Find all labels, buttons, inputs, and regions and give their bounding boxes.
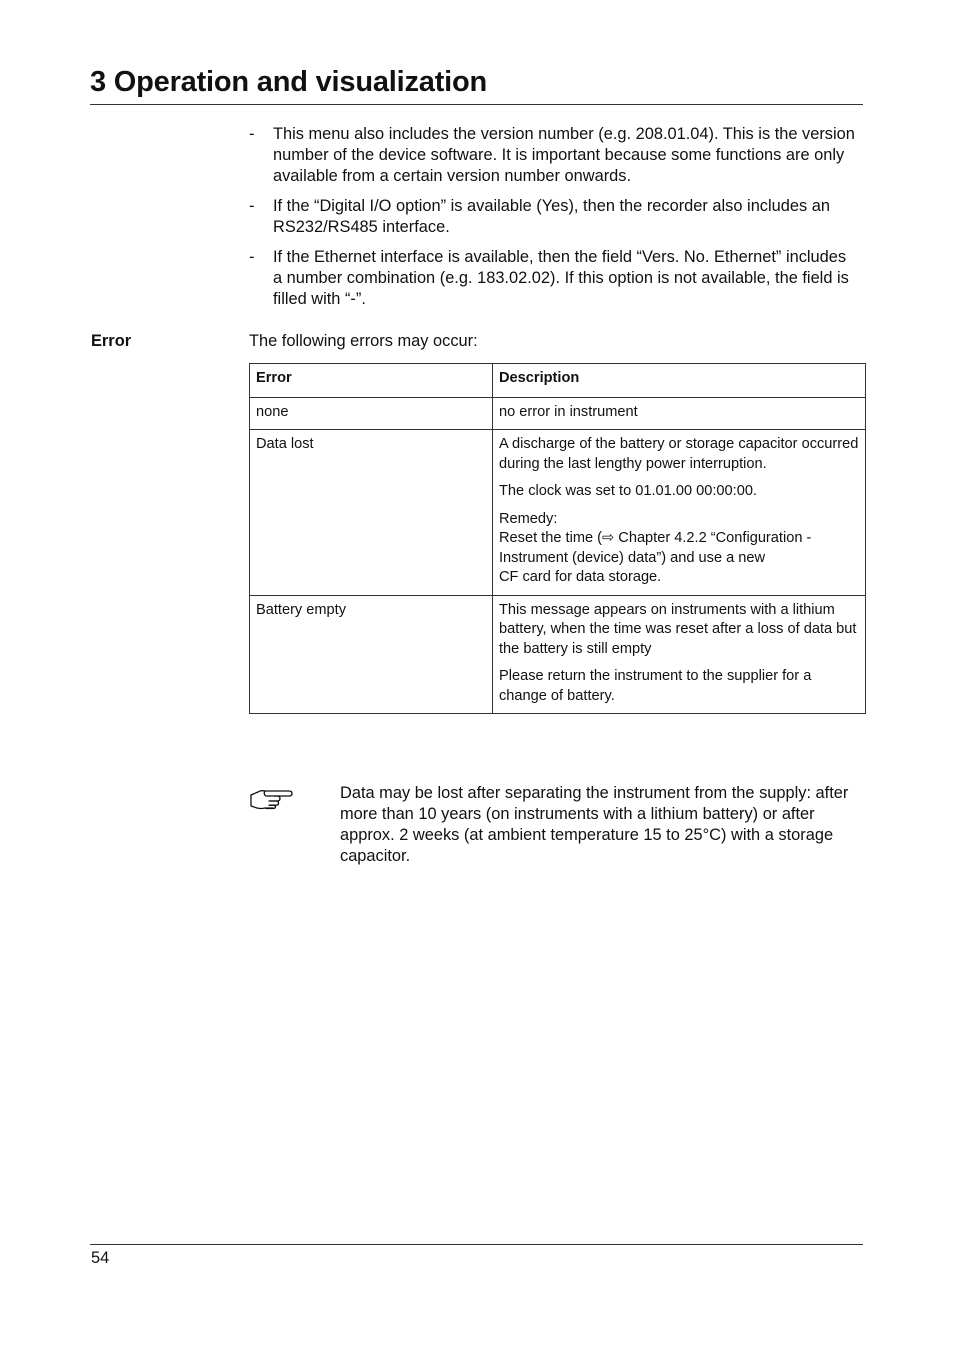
bullet-marker: -	[249, 248, 255, 266]
list-item	[249, 124, 859, 187]
description-paragraph: Remedy: Reset the time (⇨ Chapter 4.2.2 “Configuration - Instrument (device) data”) and use a new CF card for data storage.	[499, 510, 812, 585]
note-text: Data may be lost after separating the instrument from the supply: after more than 10 years (on instruments with a lithium battery) or after approx. 2 weeks (at ambient temperature 15 to 25°C) with a storage capacitor.	[340, 784, 849, 865]
list-item-text: If the “Digital I/O option” is available (Yes), then the recorder also includes an RS232/RS485 interface.	[273, 197, 830, 236]
column-header-error: Error	[250, 364, 493, 398]
bullet-marker: -	[249, 125, 255, 143]
description-paragraph: The clock was set to 01.01.00 00:00:00.	[499, 483, 757, 499]
table-header-row	[250, 364, 866, 398]
description-paragraph: Please return the instrument to the supplier for a change of battery.	[499, 668, 812, 704]
list-item-text: This menu also includes the version number (e.g. 208.01.04). This is the version number of the device software. It is important because some functions are only available from a certain version number onwards.	[273, 125, 855, 185]
pointing-hand-icon	[249, 786, 295, 812]
description-cell	[493, 595, 866, 714]
error-table	[249, 363, 866, 714]
error-cell: Data lost	[250, 430, 493, 596]
table-row	[250, 595, 866, 714]
page-number: 54	[91, 1249, 110, 1267]
description-paragraph: This message appears on instruments with a lithium battery, when the time was reset after a loss of data but the battery is still empty	[499, 601, 857, 657]
error-section-label: Error	[91, 332, 132, 350]
table-row	[250, 397, 866, 430]
description-paragraph: A discharge of the battery or storage capacitor occurred during the last lengthy power interruption.	[499, 436, 859, 472]
description-paragraph: no error in instrument	[499, 403, 638, 420]
error-cell: none	[250, 397, 493, 430]
version-info-list	[249, 124, 859, 319]
footer-divider	[90, 1244, 863, 1245]
list-item	[249, 196, 859, 238]
error-section-intro: The following errors may occur:	[249, 332, 478, 350]
error-cell: Battery empty	[250, 595, 493, 714]
page-heading: 3 Operation and visualization	[90, 64, 863, 105]
table-row	[250, 430, 866, 596]
description-cell	[493, 430, 866, 596]
list-item-text: If the Ethernet interface is available, then the field “Vers. No. Ethernet” includes a number combination (e.g. 183.02.02). If this option is not available, the field is filled with “-”.	[273, 248, 849, 308]
list-item	[249, 247, 859, 310]
description-cell	[493, 397, 866, 430]
column-header-description: Description	[493, 364, 866, 398]
bullet-marker: -	[249, 197, 255, 215]
